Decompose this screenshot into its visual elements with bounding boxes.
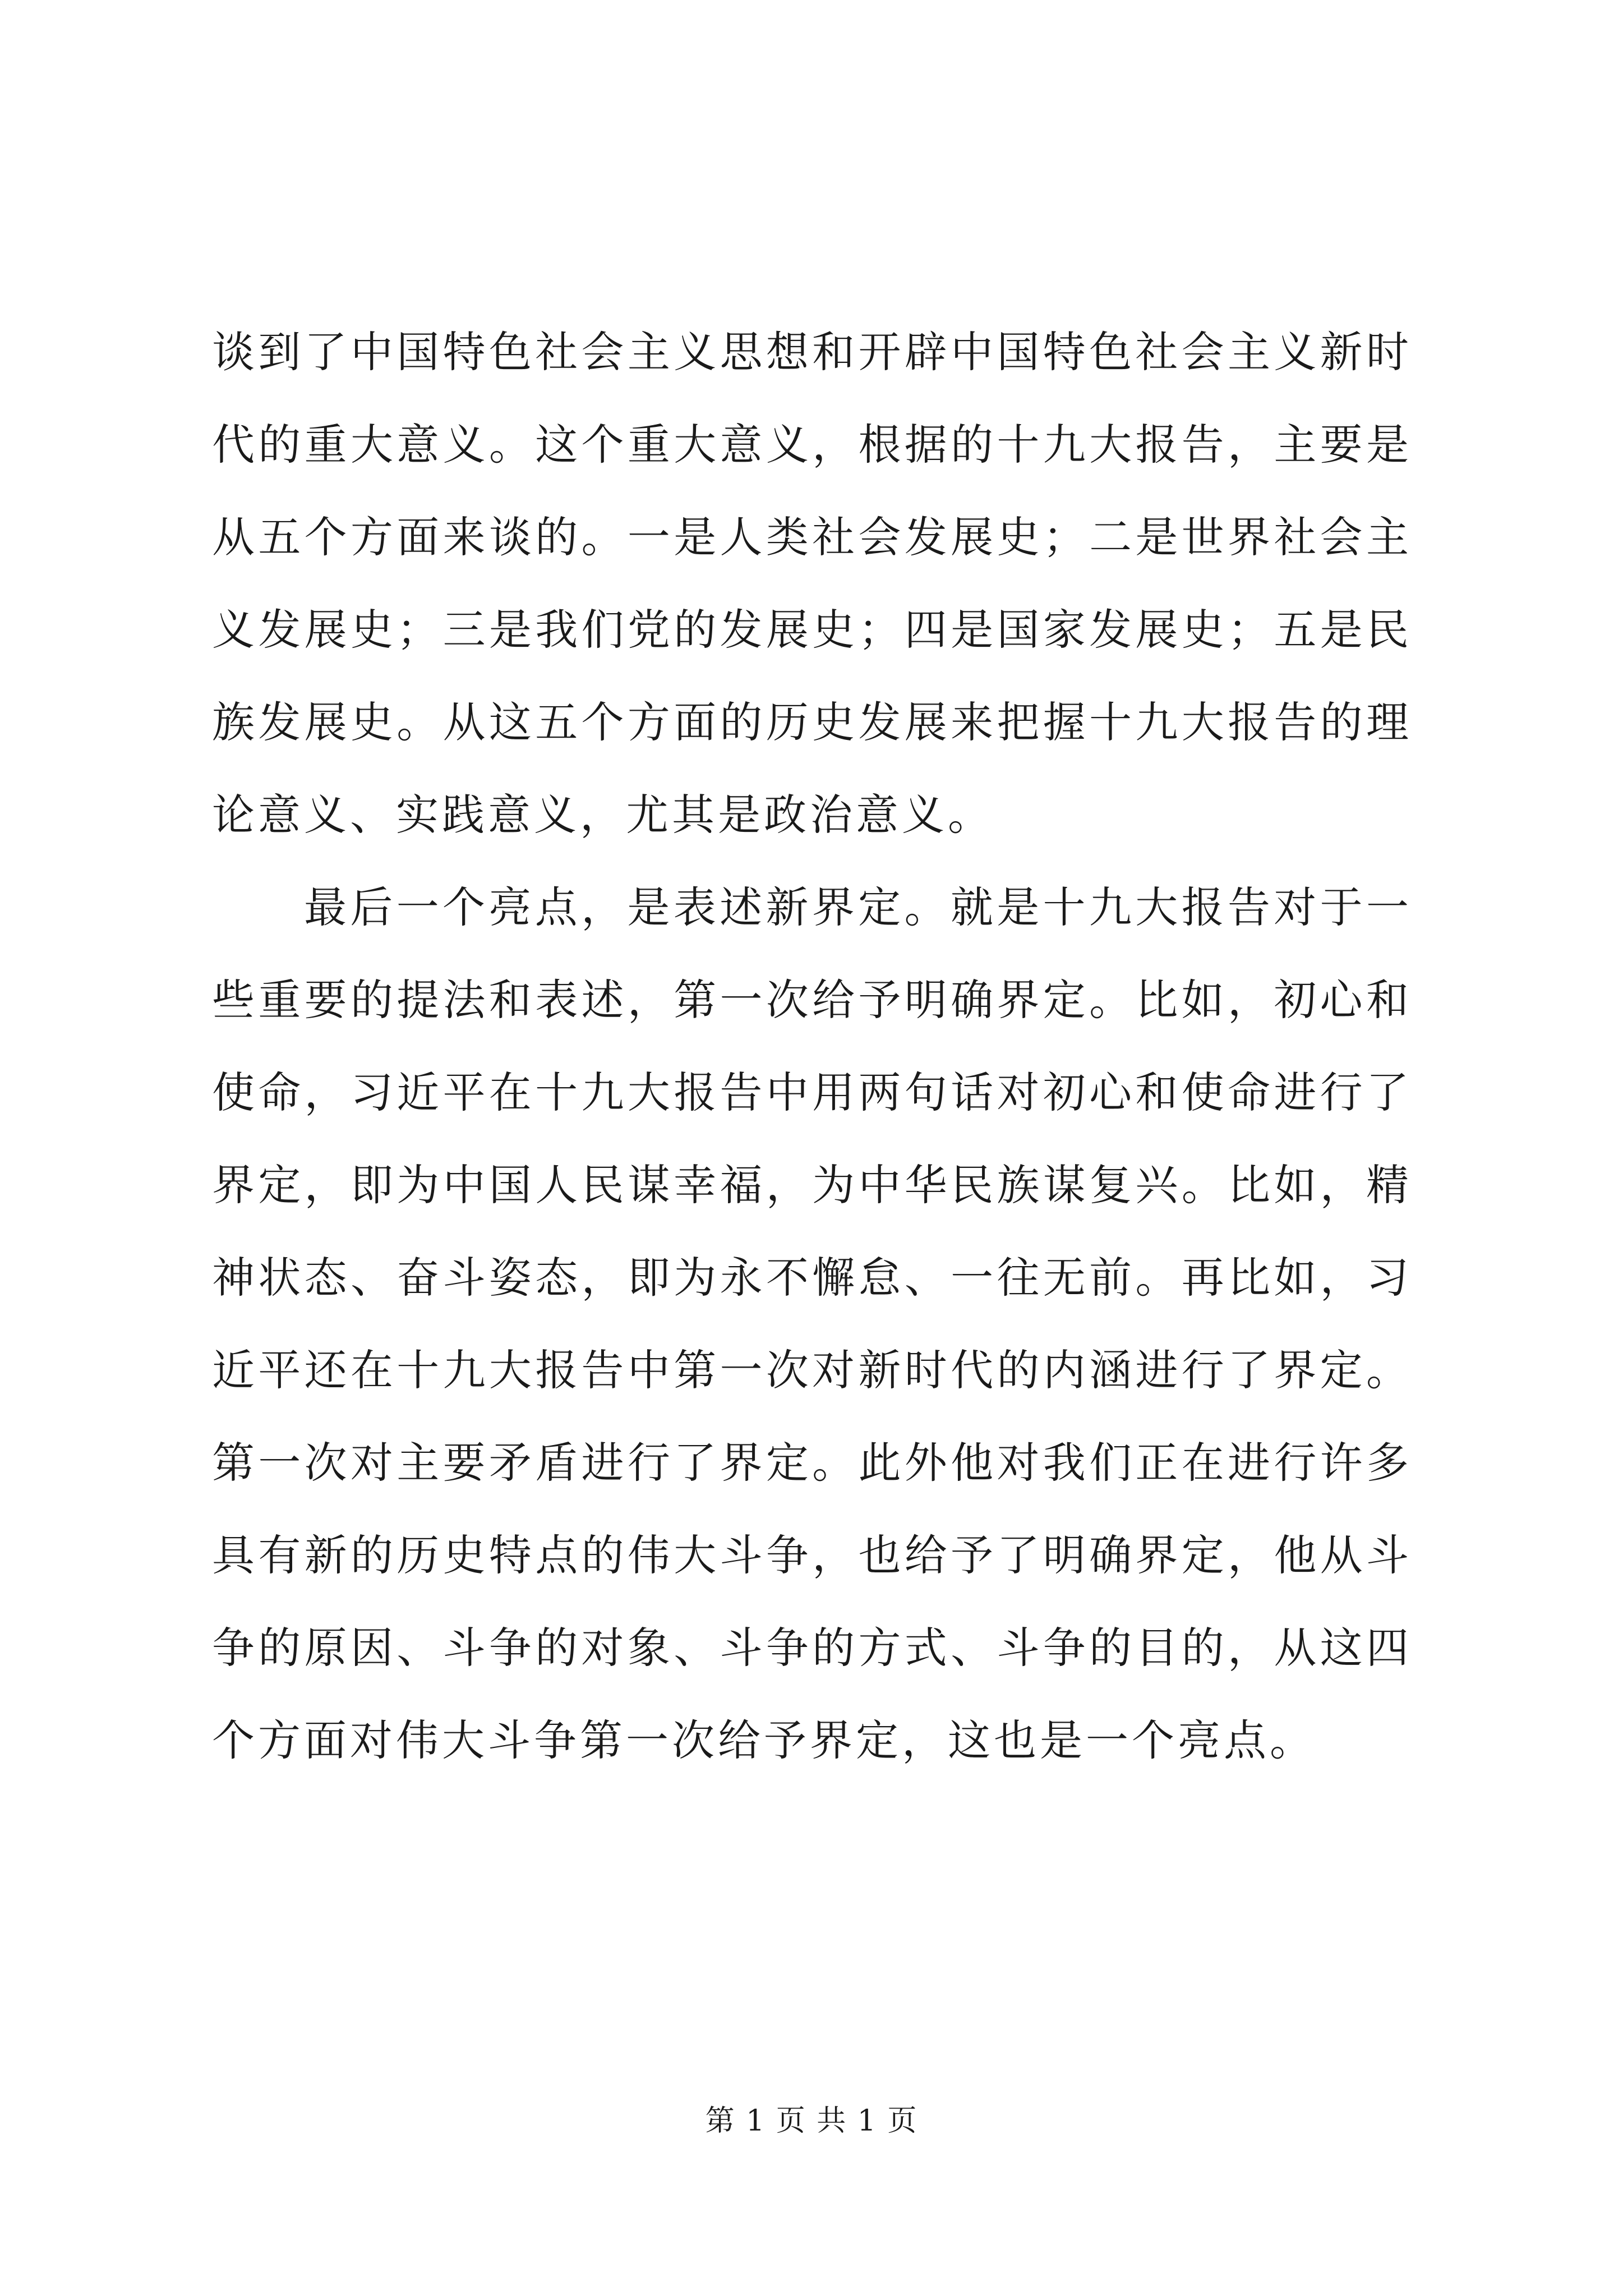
paragraph-continuation: 谈到了中国特色社会主义思想和开辟中国特色社会主义新时代的重大意义。这个重大意义，根据的十九大报告，主要是从五个方面来谈的。一是人类社会发展史；二是世界社会主义发展史；三是我们党的发展史；四是国家发展史；五是民族发展史。从这五个方面的历史发展来把握十九大报告的理论意义、实践意义，尤其是政治意义。 xyxy=(212,327,1412,840)
document-body xyxy=(212,306,1412,1787)
page-footer: 第 1 页 共 1 页 xyxy=(705,2104,918,2138)
paragraph-highlight-definition: 最后一个亮点，是表述新界定。就是十九大报告对于一些重要的提法和表述，第一次给予明确界定。比如，初心和使命，习近平在十九大报告中用两句话对初心和使命进行了界定，即为中国人民谋幸福，为中华民族谋复兴。比如，精神状态、奋斗姿态，即为永不懈怠、一往无前。再比如，习近平还在十九大报告中第一次对新时代的内涵进行了界定。第一次对主要矛盾进行了界定。此外他对我们正在进行许多具有新的历史特点的伟大斗争，也给予了明确界定，他从斗争的原因、斗争的对象、斗争的方式、斗争的目的，从这四个方面对伟大斗争第一次给予界定，这也是一个亮点。 xyxy=(212,882,1412,1765)
